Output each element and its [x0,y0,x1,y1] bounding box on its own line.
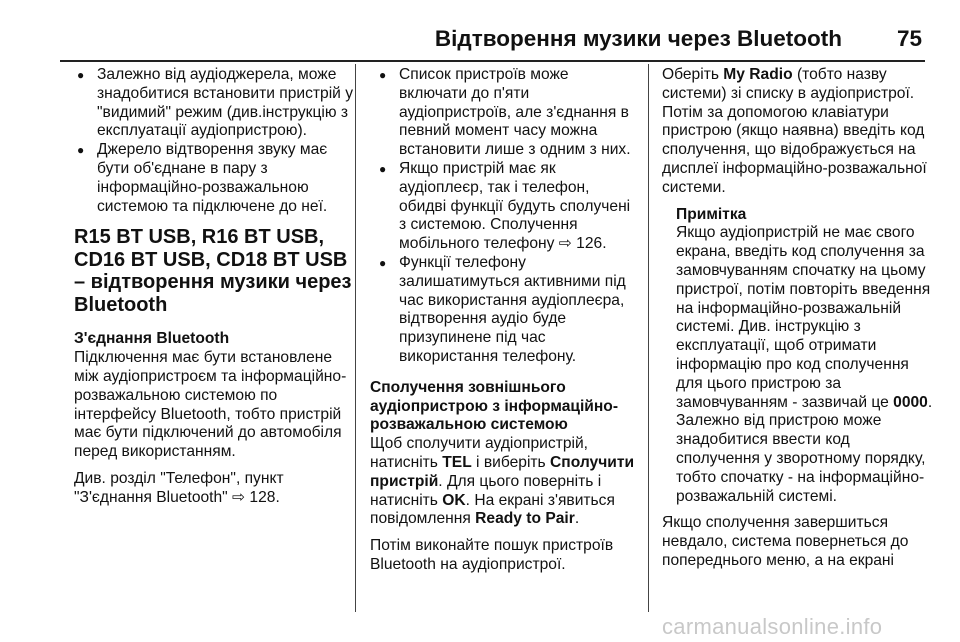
bullet-item: ● Джерело відтворення звуку має бути об'єднане в пару з інформаційно-розважальною системою та підключене до неї. [68,141,354,216]
bullet-item: ● Якщо пристрій має як аудіоплеєр, так і телефон, обидві функції будуть сполучені з системою. Сполучення мобільного телефону ⇨ 126. [370,160,635,254]
column-2 [370,66,635,575]
column-1 [74,66,354,508]
paragraph: Якщо сполучення завершиться невдало, система повернеться до попереднього меню, а на екрані [662,514,909,569]
paragraph: Підключення має бути встановлене між аудіопристроєм та інформаційно-розважальною системою по інтерфейсу Bluetooth, тобто пристрій має бути підключений до автомобіля перед використанням. [74,349,347,461]
note-text: Якщо аудіопристрій не має свого екрана, введіть код сполучення за замовчуванням спочатку на цьому пристрої, потім повторіть введення на інформаційно-розважальній системі. Див. інструкцію з експлуатації, щоб отримати інформацію про код сполучення для цього пристрою за замовчуванням - зазвичай це 0000. Залежно від пристрою може знадобитися ввести код сполучення у зворотному порядку, тобто спочатку - на інформаційно-розважальній системі. [676,224,933,505]
page-number: 75 [896,26,922,51]
paragraph: Потім виконайте пошук пристроїв Bluetooth на аудіопристрої. [370,537,614,573]
page-header [0,0,960,64]
bullet-item: ● Список пристроїв може включати до п'яти аудіопристроїв, але з'єднання в певний момент часу можна встановити лише з одним з них. [370,66,635,160]
bullet-item: ● Функції телефону залишатимуться активними під час використання аудіоплеєра, відтворення аудіо буде призупинене під час використання телефону. [370,254,635,367]
note-box [662,206,934,507]
subsection-heading: З'єднання Bluetooth [74,330,230,348]
paragraph: Щоб сполучити аудіопристрій, натисніть TEL і виберіть Сполучити пристрій. Для цього поверніть і натисніть OK. На екрані з'явиться повідомлення Ready to Pair. [370,435,635,528]
watermark: carmanualsonline.info [662,614,883,639]
column-3 [662,66,934,571]
subsection-heading: Сполучення зовнішнього аудіопристрою з інформаційно-розважальною системою [370,378,619,434]
paragraph: Див. розділ "Телефон", пункт "З'єднання Bluetooth" ⇨ 128. [74,469,284,506]
column-divider [355,64,356,612]
paragraph: Оберіть My Radio (тобто назву системи) зі списку в аудіопристрої. Потім за допомогою клавіатури пристрою (якщо наявна) введіть код сполучення, що відображується на дисплеї інформаційно-розважальної системи. [662,66,927,196]
bullet-item: ● Залежно від аудіоджерела, може знадобитися встановити пристрій у "видимий" режим (див.інструкцію з експлуатації аудіопристрою). [68,66,354,141]
note-title: Примітка [676,205,747,223]
section-heading: R15 BT USB, R16 BT USB, CD16 BT USB, CD18 BT USB – відтворення музики через Bluetooth [74,226,352,316]
header-rule [60,60,925,62]
page-title: Відтворення музики через Bluetooth [434,26,842,51]
column-divider [648,64,649,612]
